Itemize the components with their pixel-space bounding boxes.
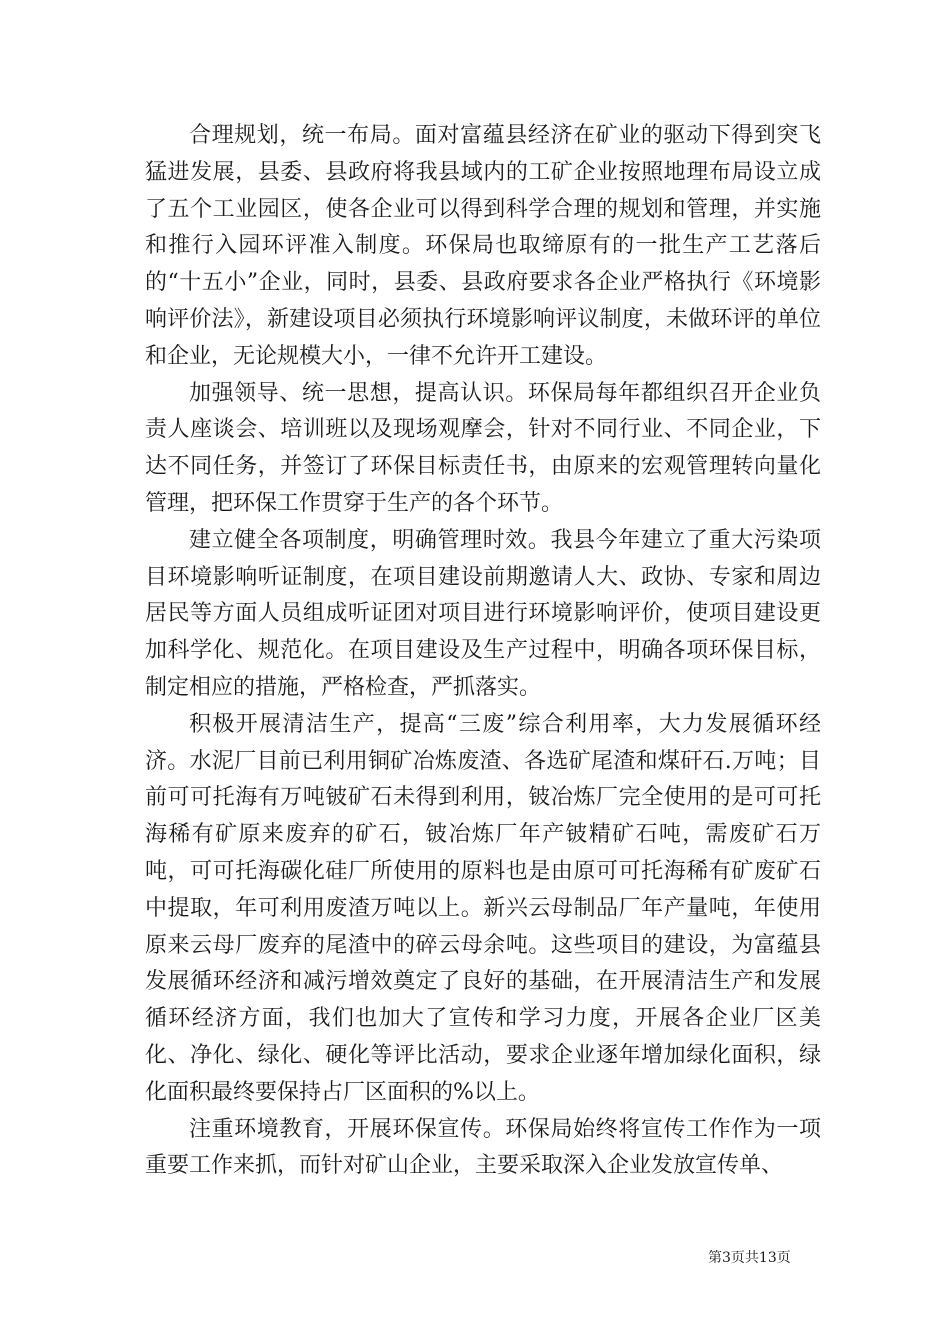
paragraph-systems: 建立健全各项制度，明确管理时效。我县今年建立了重大污染项目环境影响听证制度，在项目建设前期邀请人大、政协、专家和周边居民等方面人员组成听证团对项目进行环境影响评价，使项目建设更加科学化、规范化。在项目建设及生产过程中，明确各项环保目标，制定相应的措施，严格检查，严抓落实。 — [145, 527, 821, 700]
document-body — [145, 118, 821, 1185]
paragraph-clean-production: 积极开展清洁生产，提高“三废”综合利用率，大力发展循环经济。水泥厂目前已利用铜矿冶炼废渣、各选矿尾渣和煤矸石.万吨；目前可可托海有万吨铍矿石未得到利用，铍冶炼厂完全使用的是可可托海稀有矿原来废弃的矿石，铍冶炼厂年产铍精矿石吨，需废矿石万吨，可可托海碳化硅厂所使用的原料也是由原可可托海稀有矿废矿石中提取，年可利用废渣万吨以上。新兴云母制品厂年产量吨，年使用原来云母厂废弃的尾渣中的碎云母余吨。这些项目的建设，为富蕴县发展循环经济和减污增效奠定了良好的基础，在开展清洁生产和发展循环经济方面，我们也加大了宣传和学习力度，开展各企业厂区美化、净化、绿化、硬化等评比活动，要求企业逐年增加绿化面积，绿化面积最终要保持占厂区面积的%以上。 — [145, 711, 821, 1105]
paragraph-leadership: 加强领导、统一思想，提高认识。环保局每年都组织召开企业负责人座谈会、培训班以及现场观摩会，针对不同行业、不同企业，下达不同任务，并签订了环保目标责任书，由原来的宏观管理转向量化管理，把环保工作贯穿于生产的各个环节。 — [145, 380, 821, 516]
paragraph-education: 注重环境教育，开展环保宣传。环保局始终将宣传工作作为一项重要工作来抓，而针对矿山企业，主要采取深入企业发放宣传单、 — [145, 1116, 821, 1179]
page-number: 第3页共13页 — [708, 1250, 791, 1266]
paragraph-planning: 合理规划，统一布局。面对富蕴县经济在矿业的驱动下得到突飞猛进发展，县委、县政府将我县域内的工矿企业按照地理布局设立成了五个工业园区，使各企业可以得到科学合理的规划和管理，并实施和推行入园环评准入制度。环保局也取缔原有的一批生产工艺落后的“十五小”企业，同时，县委、县政府要求各企业严格执行《环境影响评价法》，新建设项目必须执行环境影响评议制度，未做环评的单位和企业，无论规模大小，一律不允许开工建设。 — [145, 123, 821, 369]
